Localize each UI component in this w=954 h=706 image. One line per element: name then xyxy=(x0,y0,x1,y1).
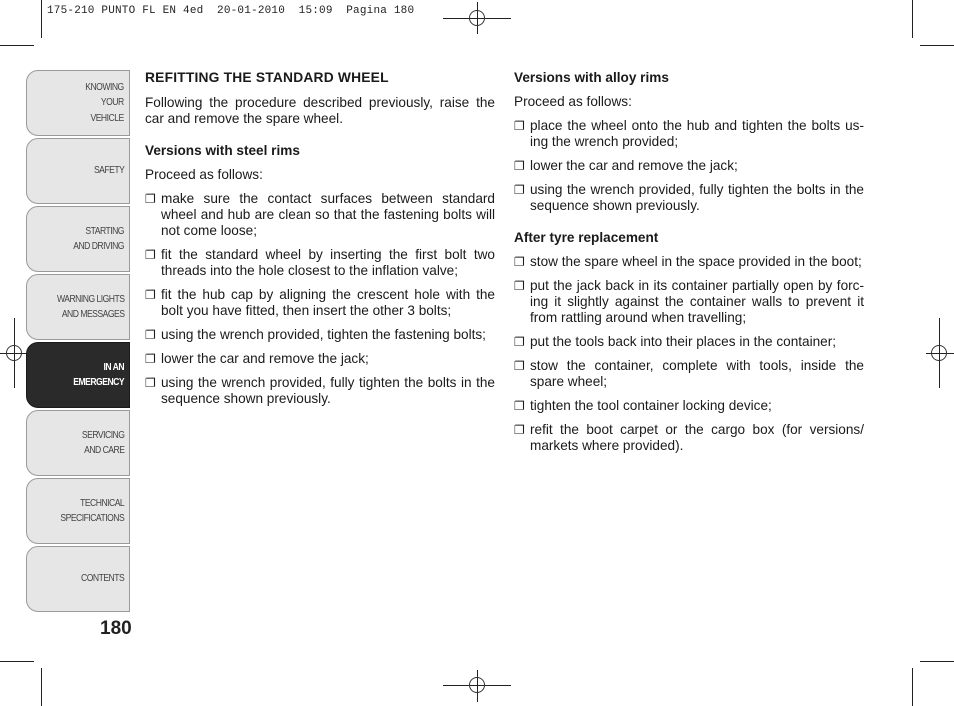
checkbox-bullet-icon: ❐ xyxy=(514,183,525,197)
list-item: ❐ lower the car and remove the jack; xyxy=(145,351,369,366)
tab-servicing-and-care[interactable]: SERVICING AND CARE xyxy=(26,410,130,476)
alloy-rims-steps xyxy=(514,118,864,214)
checkbox-bullet-icon: ❐ xyxy=(514,279,525,293)
checkbox-bullet-icon: ❐ xyxy=(514,255,525,269)
tab-contents[interactable]: CONTENTS xyxy=(26,546,130,612)
print-header: 175-210 PUNTO FL EN 4ed 20-01-2010 15:09 Pagina 180 xyxy=(47,5,415,17)
list-item: ❐ put the tools back into their places in the container; xyxy=(514,334,837,349)
registration-circle xyxy=(931,345,947,361)
alloy-rims-heading: Versions with alloy rims xyxy=(514,70,669,85)
registration-circle xyxy=(469,10,485,26)
left-column xyxy=(145,70,495,423)
tab-technical-specifications[interactable]: TECHNICAL SPECIFICATIONS xyxy=(26,478,130,544)
checkbox-bullet-icon: ❐ xyxy=(145,288,156,302)
list-item: ❐ using the wrench provided, tighten the fastening bolts; xyxy=(145,327,486,342)
list-item: ❐ lower the car and remove the jack; xyxy=(514,158,738,173)
checkbox-bullet-icon: ❐ xyxy=(514,119,525,133)
list-item: ❐ using the wrench provided, fully tighten the bolts in the sequence shown previously. xyxy=(145,375,495,406)
checkbox-bullet-icon: ❐ xyxy=(514,335,525,349)
alloy-rims-lead: Proceed as follows: xyxy=(514,94,632,109)
list-item: ❐ make sure the contact surfaces between standard wheel and hub are clean so that the fastening bolts will not come loose; xyxy=(145,191,495,238)
checkbox-bullet-icon: ❐ xyxy=(514,399,525,413)
crop-mark xyxy=(0,45,34,46)
crop-mark xyxy=(912,668,913,706)
tab-safety[interactable]: SAFETY xyxy=(26,138,130,204)
crop-mark xyxy=(912,0,913,38)
checkbox-bullet-icon: ❐ xyxy=(514,159,525,173)
steel-rims-steps xyxy=(145,191,495,407)
checkbox-bullet-icon: ❐ xyxy=(514,423,525,437)
list-item: ❐ place the wheel onto the hub and tighten the bolts us-ing the wrench provided; xyxy=(514,118,864,149)
crop-mark xyxy=(920,45,954,46)
checkbox-bullet-icon: ❐ xyxy=(514,359,525,373)
intro-paragraph: Following the procedure described previously, raise the car and remove the spare wheel. xyxy=(145,95,495,126)
tab-starting-and-driving[interactable]: STARTING AND DRIVING xyxy=(26,206,130,272)
right-column xyxy=(514,70,864,470)
list-item: ❐ using the wrench provided, fully tighten the bolts in the sequence shown previously. xyxy=(514,182,864,213)
after-replacement-steps xyxy=(514,254,864,454)
list-item: ❐ stow the container, complete with tools, inside the spare wheel; xyxy=(514,358,864,389)
steel-rims-heading: Versions with steel rims xyxy=(145,143,300,158)
list-item: ❐ put the jack back in its container partially open by forc-ing it slightly against the container walls to prevent it from rattling around when travelling; xyxy=(514,278,864,325)
after-replacement-heading: After tyre replacement xyxy=(514,230,659,245)
registration-circle xyxy=(469,677,485,693)
crop-mark xyxy=(41,668,42,706)
crop-mark xyxy=(0,661,34,662)
tab-warning-lights-and-messages[interactable]: WARNING LIGHTS AND MESSAGES xyxy=(26,274,130,340)
checkbox-bullet-icon: ❐ xyxy=(145,376,156,390)
list-item: ❐ stow the spare wheel in the space provided in the boot; xyxy=(514,254,862,269)
list-item: ❐ refit the boot carpet or the cargo box (for versions/ markets where provided). xyxy=(514,422,864,453)
registration-circle xyxy=(6,345,22,361)
list-item: ❐ fit the hub cap by aligning the crescent hole with the bolt you have fitted, then insert the other 3 bolts; xyxy=(145,287,495,318)
checkbox-bullet-icon: ❐ xyxy=(145,352,156,366)
page-number: 180 xyxy=(100,618,132,639)
list-item: ❐ tighten the tool container locking device; xyxy=(514,398,772,413)
checkbox-bullet-icon: ❐ xyxy=(145,248,156,262)
checkbox-bullet-icon: ❐ xyxy=(145,328,156,342)
list-item: ❐ fit the standard wheel by inserting the first bolt two threads into the hole closest to the inflation valve; xyxy=(145,247,495,278)
steel-rims-lead: Proceed as follows: xyxy=(145,167,263,182)
tab-in-an-emergency[interactable]: IN AN EMERGENCY xyxy=(26,342,130,408)
checkbox-bullet-icon: ❐ xyxy=(145,192,156,206)
crop-mark xyxy=(920,661,954,662)
tab-knowing-your-vehicle[interactable]: KNOWING YOUR VEHICLE xyxy=(26,70,130,136)
section-title: REFITTING THE STANDARD WHEEL xyxy=(145,70,389,85)
crop-mark xyxy=(41,0,42,38)
